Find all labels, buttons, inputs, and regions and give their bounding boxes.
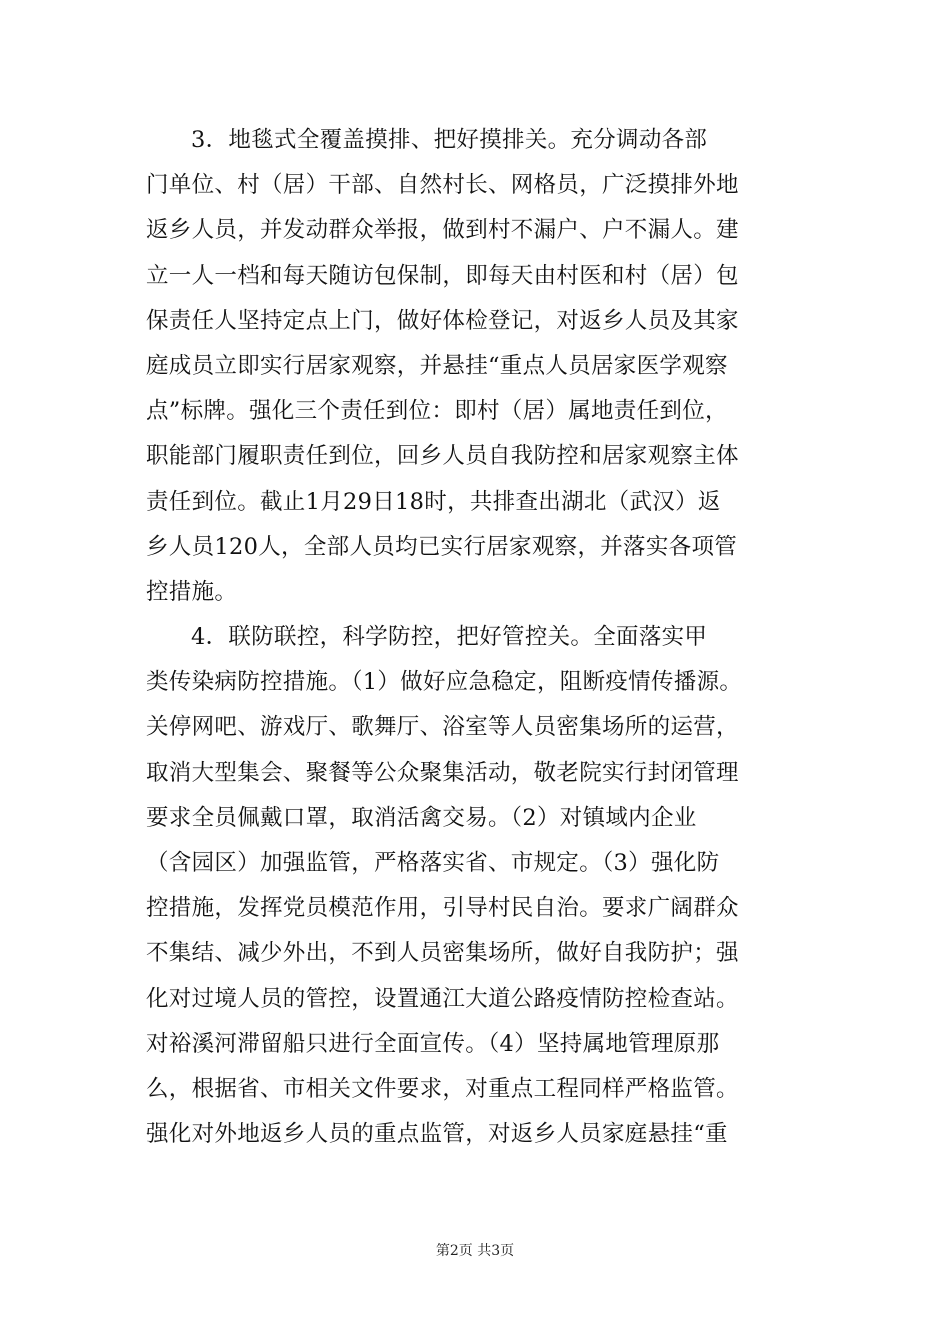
paragraph-4-line: 强化对外地返乡人员的重点监管，对返乡人员家庭悬挂“重 [146, 1121, 728, 1148]
paragraph-4-line: 控措施，发挥党员模范作用，引导村民自治。要求广阔群众 [146, 895, 739, 922]
paragraph-4-line: （含园区）加强监管，严格落实省、市规定。（3）强化防 [146, 850, 720, 876]
document-body [146, 118, 810, 1157]
paragraph-3-line: 返乡人员，并发动群众举报，做到村不漏户、户不漏人。建 [146, 217, 739, 244]
paragraph-4-line: 么，根据省、市相关文件要求，对重点工程同样严格监管。 [146, 1075, 739, 1102]
paragraph-3-line: 点”标牌。强化三个责任到位：即村（居）属地责任到位， [146, 398, 728, 425]
paragraph-3-line: 控措施。 [146, 578, 238, 605]
paragraph-3-line: 立一人一档和每天随访包保制，即每天由村医和村（居）包 [146, 262, 739, 289]
paragraph-3-line: 门单位、村（居）干部、自然村长、网格员，广泛摸排外地 [146, 172, 739, 199]
paragraph-4-line: 不集结、减少外出，不到人员密集场所，做好自我防护；强 [146, 940, 739, 967]
paragraph-3-line: 职能部门履职责任到位，回乡人员自我防控和居家观察主体 [146, 443, 739, 470]
paragraph-4-line: 类传染病防控措施。（1）做好应急稳定，阻断疫情传播源。 [146, 669, 743, 696]
paragraph-3-line: 3．地毯式全覆盖摸排、把好摸排关。充分调动各部 [191, 127, 708, 153]
paragraph-4-line: 要求全员佩戴口罩，取消活禽交易。（2）对镇域内企业 [146, 804, 697, 831]
paragraph-3-line: 乡人员120人，全部人员均已实行居家观察，并落实各项管 [146, 533, 738, 560]
paragraph-3-line: 庭成员立即实行居家观察，并悬挂“重点人员居家医学观察 [146, 352, 728, 379]
paragraph-3-line: 保责任人坚持定点上门，做好体检登记，对返乡人员及其家 [146, 307, 739, 334]
paragraph-4-line: 4．联防联控，科学防控，把好管控关。全面落实甲 [191, 624, 708, 651]
paragraph-4-line: 关停网吧、游戏厅、歌舞厅、浴室等人员密集场所的运营， [146, 714, 739, 741]
paragraph-4-line: 化对过境人员的管控，设置通江大道公路疫情防控检查站。 [146, 985, 739, 1012]
page-number-footer: 第2页 共3页 [435, 1243, 515, 1259]
paragraph-3-line: 责任到位。截止1月29日18时，共排查出湖北（武汉）返 [146, 488, 721, 515]
paragraph-4-line: 对裕溪河滞留船只进行全面宣传。（4）坚持属地管理原那 [146, 1030, 720, 1057]
paragraph-4-line: 取消大型集会、聚餐等公众聚集活动，敬老院实行封闭管理 [146, 759, 739, 786]
